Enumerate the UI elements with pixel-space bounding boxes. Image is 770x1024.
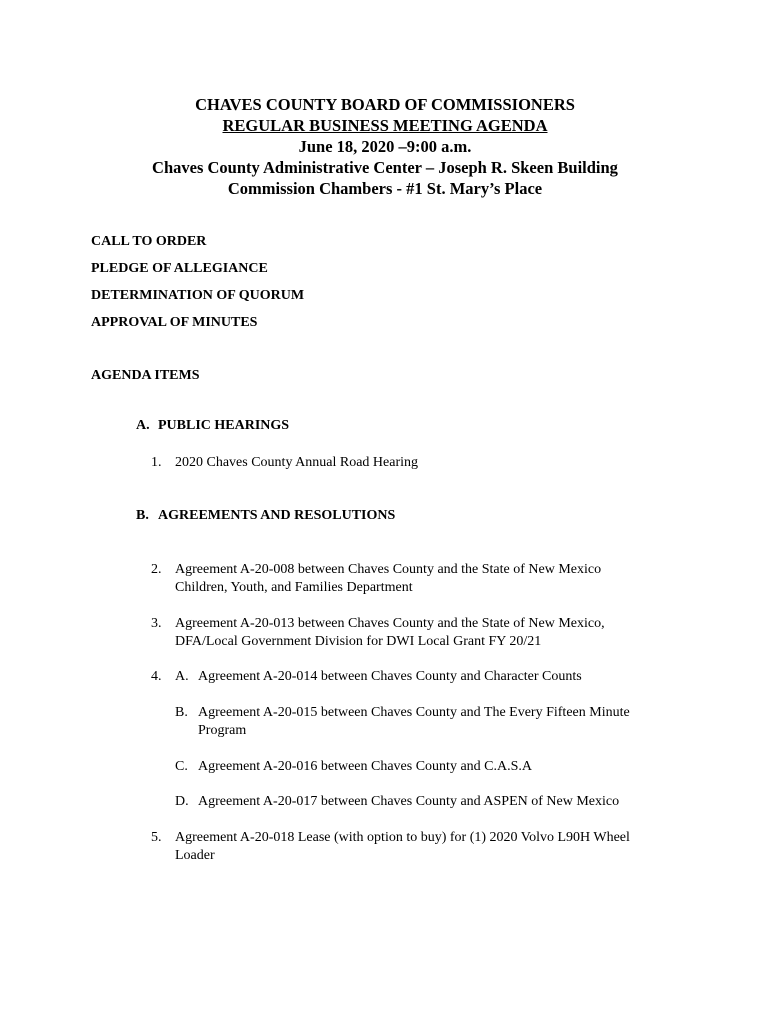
sub-item-letter: D. (175, 794, 189, 809)
section-b-title: AGREEMENTS AND RESOLUTIONS (158, 508, 396, 523)
agenda-item-5 (151, 829, 673, 865)
item-text: 2020 Chaves County Annual Road Hearing (175, 455, 419, 470)
sub-item-text: Agreement A-20-017 between Chaves County and ASPEN of New Mexico (198, 794, 620, 809)
pledge-of-allegiance: PLEDGE OF ALLEGIANCE (91, 261, 268, 276)
section-b-letter: B. (136, 508, 149, 523)
call-to-order: CALL TO ORDER (91, 234, 207, 249)
item-number: 1. (151, 455, 162, 470)
sub-item-letter: B. (175, 705, 188, 720)
item-number: 2. (151, 562, 162, 577)
sub-item-text: Agreement A-20-016 between Chaves County and C.A.S.A (198, 759, 532, 774)
agenda-item-4b (175, 704, 673, 740)
agenda-item-1 (151, 454, 691, 472)
agenda-item-4a (175, 668, 695, 686)
item-number: 5. (151, 830, 162, 845)
meeting-room: Commission Chambers - #1 St. Mary’s Place (227, 179, 543, 198)
sub-item-text: Agreement A-20-015 between Chaves County and The Every Fifteen Minute Program (198, 705, 630, 738)
agenda-item-4c (175, 758, 695, 776)
section-b-heading (136, 508, 395, 524)
sub-item-letter: C. (175, 759, 188, 774)
board-title: CHAVES COUNTY BOARD OF COMMISSIONERS (195, 95, 575, 114)
approval-of-minutes: APPROVAL OF MINUTES (91, 315, 258, 330)
agenda-item-4d (175, 793, 695, 811)
item-text: Agreement A-20-008 between Chaves County and the State of New Mexico Children, Youth, and Families Department (175, 562, 602, 595)
agenda-item-2 (151, 561, 651, 597)
meeting-title: REGULAR BUSINESS MEETING AGENDA (222, 116, 548, 135)
section-a-title: PUBLIC HEARINGS (158, 418, 290, 433)
agenda-items-heading: AGENDA ITEMS (91, 368, 200, 383)
item-number: 4. (151, 669, 162, 684)
item-text: Agreement A-20-018 Lease (with option to buy) for (1) 2020 Volvo L90H Wheel Loader (175, 830, 630, 863)
agenda-item-3 (151, 615, 651, 651)
meeting-date-time: June 18, 2020 –9:00 a.m. (298, 137, 472, 156)
section-a-letter: A. (136, 418, 150, 433)
item-text: Agreement A-20-013 between Chaves County and the State of New Mexico, DFA/Local Government Division for DWI Local Grant FY 20/21 (175, 616, 605, 649)
sub-item-text: Agreement A-20-014 between Chaves County and Character Counts (198, 669, 582, 684)
agenda-header (0, 94, 770, 199)
determination-of-quorum: DETERMINATION OF QUORUM (91, 288, 305, 303)
section-a-heading (136, 418, 289, 434)
opening-items (91, 234, 304, 342)
meeting-location: Chaves County Administrative Center – Joseph R. Skeen Building (152, 158, 618, 177)
sub-item-letter: A. (175, 669, 189, 684)
item-number: 3. (151, 616, 162, 631)
